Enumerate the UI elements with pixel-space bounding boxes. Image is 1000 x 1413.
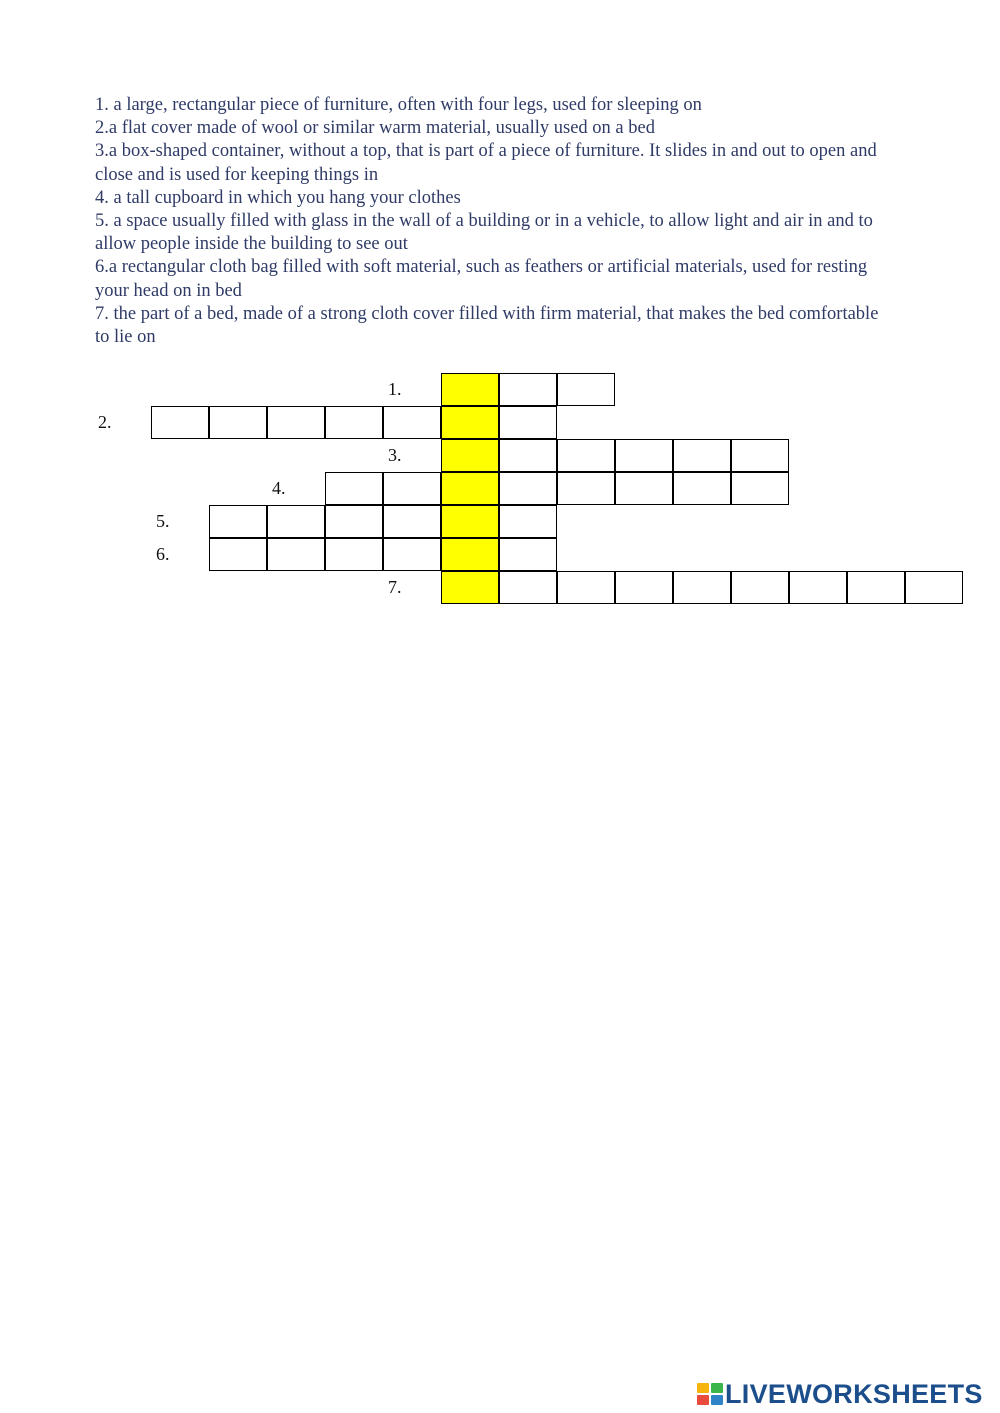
crossword-cell[interactable]	[383, 505, 441, 538]
crossword-cell-highlighted[interactable]	[441, 571, 499, 604]
crossword-cell[interactable]	[499, 538, 557, 571]
crossword-cell[interactable]	[557, 439, 615, 472]
crossword-cell-highlighted[interactable]	[441, 439, 499, 472]
row-number: 3.	[388, 445, 402, 465]
clue-1: 1. a large, rectangular piece of furniture, often with four legs, used for sleeping on	[95, 95, 702, 115]
clue-3: 3.a box-shaped container, without a top, that is part of a piece of furniture. It slides in and out to open and close and is used for keeping things in	[95, 141, 877, 185]
row-number: 4.	[272, 478, 286, 498]
crossword-cell[interactable]	[673, 439, 731, 472]
clue-5: 5. a space usually filled with glass in the wall of a building or in a vehicle, to allow light and air in and to allow people inside the building to see out	[95, 211, 873, 255]
crossword-cell-highlighted[interactable]	[441, 505, 499, 538]
logo-tile	[711, 1395, 723, 1405]
crossword-cell[interactable]	[325, 472, 383, 505]
crossword-cell[interactable]	[325, 505, 383, 538]
logo-tile	[711, 1383, 723, 1393]
crossword-cell-highlighted[interactable]	[441, 472, 499, 505]
crossword-cell[interactable]	[615, 571, 673, 604]
crossword-cell[interactable]	[673, 472, 731, 505]
crossword-cell[interactable]	[673, 571, 731, 604]
clue-7: 7. the part of a bed, made of a strong cloth cover filled with firm material, that makes the bed comfortable to lie on	[95, 303, 879, 348]
crossword-cell[interactable]	[325, 406, 383, 439]
crossword-cell[interactable]	[151, 406, 209, 439]
crossword-cell[interactable]	[499, 439, 557, 472]
liveworksheets-logo-icon	[697, 1383, 723, 1405]
crossword-cell[interactable]	[267, 406, 325, 439]
crossword-cell[interactable]	[731, 472, 789, 505]
crossword-cell[interactable]	[499, 406, 557, 439]
crossword-cell[interactable]	[557, 472, 615, 505]
crossword-cell[interactable]	[615, 439, 673, 472]
crossword-cell[interactable]	[209, 406, 267, 439]
crossword-cell-highlighted[interactable]	[441, 406, 499, 439]
clue-2: 2.a flat cover made of wool or similar warm material, usually used on a bed	[95, 118, 655, 139]
crossword-cell[interactable]	[209, 505, 267, 538]
crossword-cell-highlighted[interactable]	[441, 373, 499, 406]
crossword-cell[interactable]	[267, 538, 325, 571]
crossword-cell[interactable]	[905, 571, 963, 604]
crossword-cell[interactable]	[615, 472, 673, 505]
crossword-cell[interactable]	[325, 538, 383, 571]
crossword-cell-highlighted[interactable]	[441, 538, 499, 571]
clue-6: 6.a rectangular cloth bag filled with soft material, such as feathers or artificial materials, used for resting your head on in bed	[95, 257, 868, 301]
crossword-cell[interactable]	[499, 373, 557, 406]
crossword-cell[interactable]	[557, 571, 615, 604]
crossword-cell[interactable]	[731, 571, 789, 604]
row-number: 2.	[98, 412, 112, 432]
crossword-cell[interactable]	[383, 538, 441, 571]
crossword-cell[interactable]	[499, 472, 557, 505]
row-number: 6.	[156, 544, 170, 564]
logo-tile	[697, 1395, 709, 1405]
crossword-cell[interactable]	[499, 505, 557, 538]
logo-tile	[697, 1383, 709, 1393]
crossword-grid	[0, 0, 1000, 640]
crossword-cell[interactable]	[209, 538, 267, 571]
crossword-cell[interactable]	[499, 571, 557, 604]
crossword-cell[interactable]	[267, 505, 325, 538]
crossword-cell[interactable]	[383, 406, 441, 439]
crossword-cell[interactable]	[847, 571, 905, 604]
clue-4: 4. a tall cupboard in which you hang your clothes	[95, 187, 461, 208]
row-number: 5.	[156, 511, 170, 531]
crossword-cell[interactable]	[383, 472, 441, 505]
crossword-cell[interactable]	[557, 373, 615, 406]
crossword-cell[interactable]	[731, 439, 789, 472]
row-number: 1.	[388, 379, 402, 399]
crossword-cell[interactable]	[789, 571, 847, 604]
row-number: 7.	[388, 577, 402, 597]
brand-text: LIVEWORKSHEETS	[725, 1378, 983, 1409]
liveworksheets-logo	[697, 1378, 983, 1410]
